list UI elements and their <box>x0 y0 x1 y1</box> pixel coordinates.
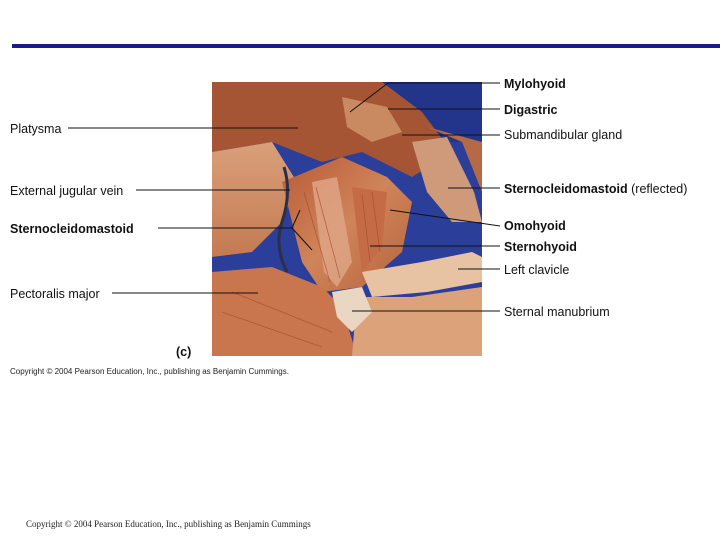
label-digastric: Digastric <box>504 103 558 117</box>
label-sternocleidomastoid-left: Sternocleidomastoid <box>10 222 134 236</box>
label-sternal-manubrium: Sternal manubrium <box>504 305 610 319</box>
label-sternocleidomastoid-right: Sternocleidomastoid <box>504 182 628 196</box>
label-omohyoid: Omohyoid <box>504 219 566 233</box>
label-external-jugular-vein: External jugular vein <box>10 184 124 198</box>
label-sternohyoid: Sternohyoid <box>504 240 577 254</box>
label-sternocleidomastoid-reflected <box>504 182 687 196</box>
panel-tag: (c) <box>176 345 192 359</box>
label-mylohyoid: Mylohyoid <box>504 77 566 91</box>
label-pectoralis-major: Pectoralis major <box>10 287 100 301</box>
slide-copyright: Copyright © 2004 Pearson Education, Inc., publishing as Benjamin Cummings <box>26 519 311 529</box>
figure-copyright: Copyright © 2004 Pearson Education, Inc., publishing as Benjamin Cummings. <box>10 367 289 376</box>
label-reflected-note: (reflected) <box>631 182 688 196</box>
label-left-clavicle: Left clavicle <box>504 263 570 277</box>
label-platysma: Platysma <box>10 122 62 136</box>
label-submandibular-gland: Submandibular gland <box>504 128 623 142</box>
